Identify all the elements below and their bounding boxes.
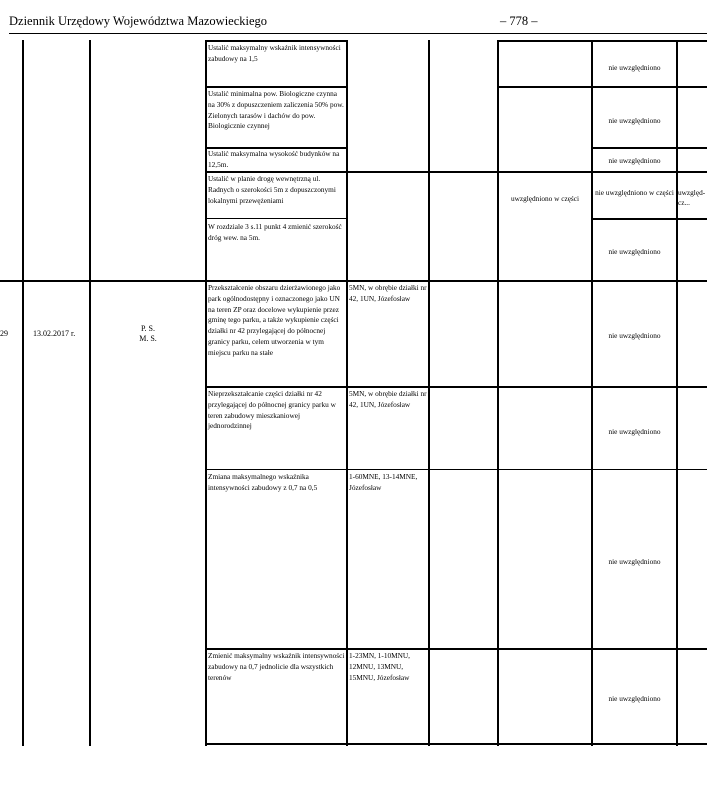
header-rule xyxy=(9,33,707,34)
row-line xyxy=(497,86,707,88)
request-text: Zmiana maksymalnego wskaźnika intensywności zabudowy z 0,7 na 0,5 xyxy=(208,472,318,492)
plan-area: 5MN, w obrębie działki nr 42, 1UN, Józefosław xyxy=(349,389,427,409)
plan-area: 5MN, w obrębie działki nr 42, 1UN, Józefosław xyxy=(349,283,427,303)
resolution-status: nie uwzględniono xyxy=(608,156,661,165)
resolution-status: nie uwzględniono w części xyxy=(595,188,674,197)
submission-date: 13.02.2017 r. xyxy=(33,329,76,338)
request-text: Zmienić maksymalny wskaźnik intensywności zabudowy na 0,7 jednolicie dla wszystkich terenów xyxy=(208,651,345,682)
request-text: Przekształcenie obszaru dzierżawionego jako park ogólnodostępny i oznaczonego jako UN na teren ZP oraz docelowe wykupienie przez gminę tego parku, a także wykupienie części działki nr 42 przylegającej do północnej granicy parku, celem utworzenia w tym miejscu parku na stałe xyxy=(208,283,341,357)
row-line xyxy=(497,40,707,42)
page-number: – 778 – xyxy=(500,14,538,28)
col-line xyxy=(497,40,499,746)
resolution-status: nie uwzględniono xyxy=(608,427,661,436)
row-line xyxy=(591,147,707,149)
resolution-status: nie uwzględniono xyxy=(608,694,661,703)
row-line xyxy=(205,40,348,42)
row-line xyxy=(205,86,348,88)
resolution-status: uwzględ- cz... xyxy=(678,188,706,207)
row-line xyxy=(205,648,707,650)
request-text: Nieprzekształcanie części działki nr 42 przylegającej do północnej granicy parku w teren zabudowy mieszkaniowej jednorodzinnej xyxy=(208,389,336,431)
resolution-status: nie uwzględniono xyxy=(608,116,661,125)
request-text: Ustalić w planie drogę wewnętrzną ul. Radnych o szerokości 5m z dopuszczonymi lokalnymi przewężeniami xyxy=(208,174,336,205)
journal-title: Dziennik Urzędowy Województwa Mazowieckiego xyxy=(9,14,268,28)
entry-separator xyxy=(0,280,707,282)
col-line xyxy=(676,40,678,746)
plan-area: 1-23MN, 1-10MNU, 12MNU, 13MNU, 15MNU, Józefosław xyxy=(349,651,411,682)
resolution-status: uwzględniono w części xyxy=(510,194,580,203)
request-text: Ustalić maksymalny wskaźnik intensywności zabudowy na 1,5 xyxy=(208,43,341,63)
resolution-status: nie uwzględniono xyxy=(608,331,661,340)
submitter-initials: P. S. M. S. xyxy=(139,324,157,343)
request-text: W rozdziale 3 s.11 punkt 4 zmienić szerokość dróg wew. na 5m. xyxy=(208,222,342,242)
row-line xyxy=(205,171,707,173)
request-text: Ustalić maksymalna wysokość budynków na 12,5m. xyxy=(208,149,340,169)
col-line xyxy=(346,40,348,746)
resolution-status: nie uwzględniono xyxy=(608,557,661,566)
row-line xyxy=(205,386,707,388)
row-line xyxy=(205,743,707,745)
row-line xyxy=(205,469,707,470)
row-line xyxy=(205,218,348,219)
resolution-status: nie uwzględniono xyxy=(608,63,661,72)
entry-number: 29 xyxy=(0,329,8,338)
col-line xyxy=(591,40,593,746)
request-text: Ustalić minimalna pow. Biologiczne czynna na 30% z dopuszczeniem zaliczenia 50% pow. Zielonych tarasów i dachów do pow. Biologicznie czynnej xyxy=(208,89,344,131)
col-line xyxy=(205,40,207,746)
col-line xyxy=(22,40,24,746)
resolution-status: nie uwzględniono xyxy=(608,247,661,256)
row-line xyxy=(591,218,707,220)
col-line xyxy=(428,40,430,746)
plan-area: 1-60MNE, 13-14MNE, Józefosław xyxy=(349,472,418,492)
col-line xyxy=(89,40,91,746)
